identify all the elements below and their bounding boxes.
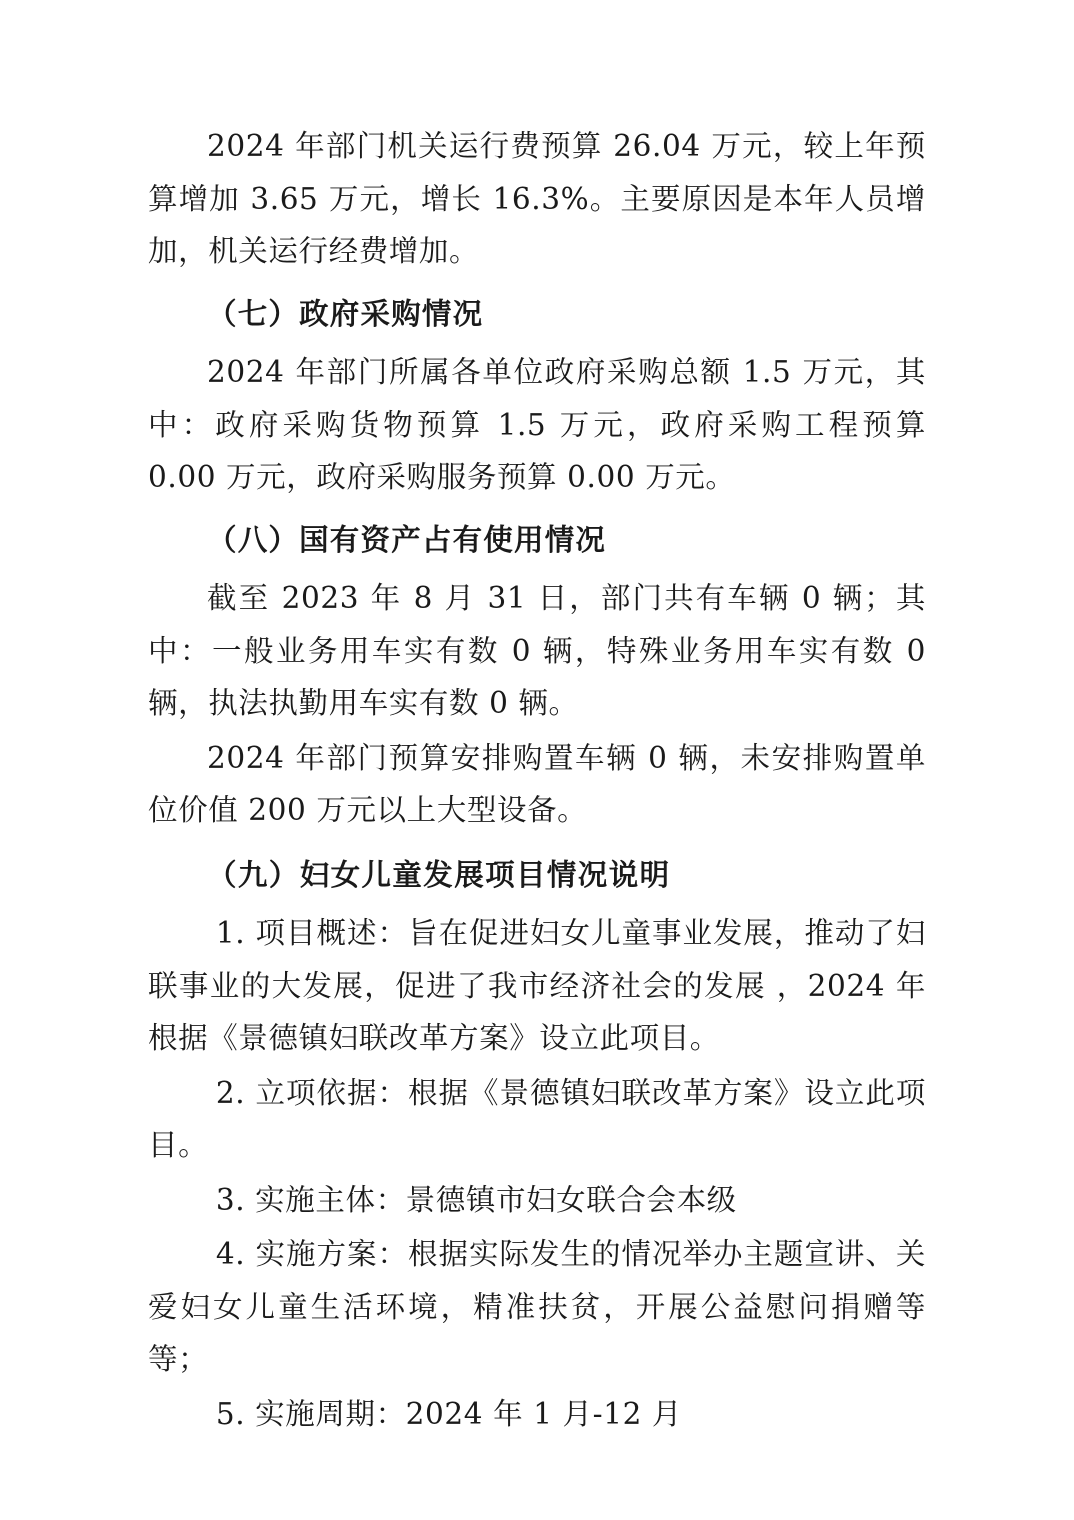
paragraph-implementation-period: 5. 实施周期：2024 年 1 月-12 月 <box>215 1396 683 1431</box>
paragraph-project-overview: 1. 项目概述：旨在促进妇女儿童事业发展，推动了妇联事业的大发展，促进了我市经济社会的发展 ，2024 年根据《景德镇妇联改革方案》设立此项目。 <box>148 916 926 1055</box>
paragraph-operating-cost: 2024 年部门机关运行费预算 26.04 万元，较上年预算增加 3.65 万元，增长 16.3%。主要原因是本年人员增加，机关运行经费增加。 <box>148 129 926 268</box>
heading-state-owned-assets: （八）国有资产占有使用情况 <box>207 521 607 557</box>
paragraph-project-basis: 2. 立项依据：根据《景德镇妇联改革方案》设立此项目。 <box>148 1075 926 1162</box>
paragraph-government-procurement: 2024 年部门所属各单位政府采购总额 1.5 万元，其中：政府采购货物预算 1.5 万元，政府采购工程预算 0.00 万元，政府采购服务预算 0.00 万元。 <box>148 355 926 494</box>
paragraph-vehicle-holdings: 截至 2023 年 8 月 31 日，部门共有车辆 0 辆；其中：一般业务用车实有数 0 辆，特殊业务用车实有数 0 辆，执法执勤用车实有数 0 辆。 <box>148 581 926 720</box>
heading-government-procurement: （七）政府采购情况 <box>207 295 484 331</box>
document-body <box>148 120 926 1440</box>
heading-women-children-project: （九）妇女儿童发展项目情况说明 <box>207 856 671 892</box>
paragraph-vehicle-purchase-plan: 2024 年部门预算安排购置车辆 0 辆，未安排购置单位价值 200 万元以上大型设备。 <box>148 740 926 827</box>
paragraph-implementation-plan: 4. 实施方案：根据实际发生的情况举办主题宣讲、关爱妇女儿童生活环境，精准扶贫，开展公益慰问捐赠等等； <box>148 1237 926 1376</box>
paragraph-implementing-entity: 3. 实施主体：景德镇市妇女联合会本级 <box>215 1182 737 1217</box>
